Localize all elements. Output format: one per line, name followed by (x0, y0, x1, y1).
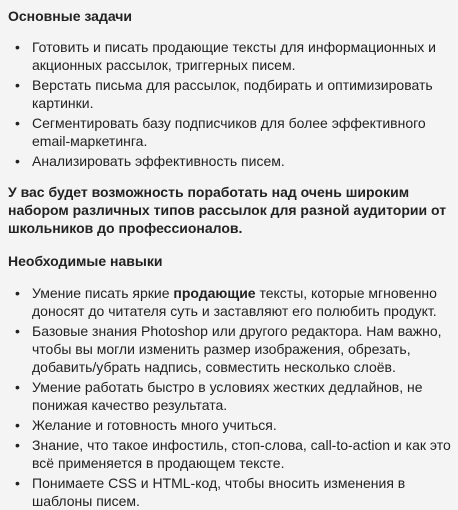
list-item (15, 322, 452, 376)
list-item-text: Базовые знания Photoshop или другого редактора. Нам важно, чтобы вы могли изменить размер изображения, обрезать, добавить/убрать надпись, совместить несколько слоёв. (32, 323, 442, 375)
list-item (15, 152, 452, 170)
bullet-icon: • (15, 77, 20, 93)
list-item-text: Умение работать быстро в условиях жестких дедлайнов, не понижая качество результата. (32, 379, 423, 413)
list-item-text-before: Умение писать яркие (32, 285, 174, 301)
list-item (15, 378, 452, 414)
list-item-text: Понимаете CSS и HTML-код, чтобы вносить изменения в шаблоны писем. (32, 475, 406, 509)
list-item-text: Знание, что такое инфостиль, стоп-слова, call-to-action и как это всё применяется в продающем тексте. (32, 437, 451, 471)
list-item-text-after: тексты, которые мгновенно доносят до читателя суть и заставляют его полюбить продукт. (32, 285, 437, 319)
bullet-icon: • (15, 153, 20, 169)
list-item-text: Сегментировать базу подписчиков для более эффективного email-маркетинга. (32, 115, 426, 149)
bullet-icon: • (15, 437, 20, 453)
bullet-icon: • (15, 39, 20, 55)
list-item (15, 436, 452, 472)
tasks-heading: Основные задачи (8, 8, 132, 24)
list-item (15, 38, 452, 74)
skills-heading: Необходимые навыки (8, 253, 163, 269)
list-item (15, 416, 452, 434)
list-item-text: Желание и готовность много учиться. (32, 417, 277, 433)
list-item (15, 284, 452, 320)
list-item (15, 76, 452, 112)
skills-list (8, 284, 452, 510)
bullet-icon: • (15, 115, 20, 131)
list-item (15, 114, 452, 150)
bullet-icon: • (15, 379, 20, 395)
bullet-icon: • (15, 323, 20, 339)
tasks-list (8, 38, 452, 170)
intro-paragraph: У вас будет возможность поработать над очень широким набором различных типов рассылок для разной аудитории от школьников до профессионалов. (8, 184, 447, 236)
list-item-text: Готовить и писать продающие тексты для информационных и акционных рассылок, триггерных писем. (32, 39, 436, 73)
bullet-icon: • (15, 475, 20, 491)
list-item-text-bold: продающие (173, 285, 256, 301)
bullet-icon: • (15, 285, 20, 301)
bullet-icon: • (15, 417, 20, 433)
list-item-text: Анализировать эффективность писем. (32, 153, 285, 169)
list-item (15, 474, 452, 510)
list-item-text: Верстать письма для рассылок, подбирать и оптимизировать картинки. (32, 77, 433, 111)
